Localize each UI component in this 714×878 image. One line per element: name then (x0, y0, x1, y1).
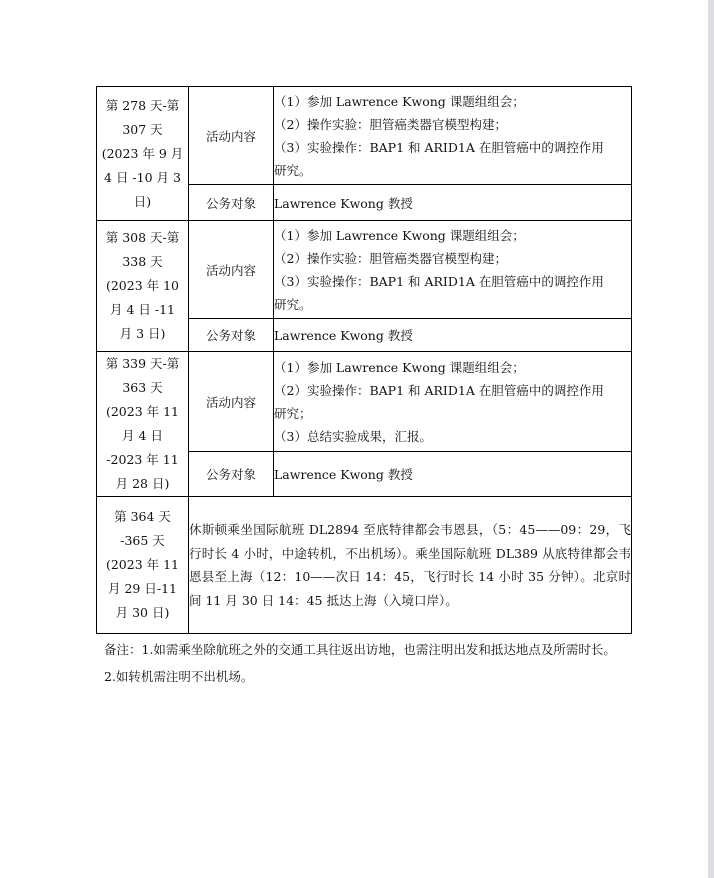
activity-content: （1）参加 Lawrence Kwong 课题组组会； （2）实验操作：BAP1 和 ARID1A 在胆管癌中的调控作用 研究； （3）总结实验成果，汇报。 (274, 352, 632, 452)
period-cell: 第 308 天-第 338 天 (2023 年 10 月 4 日 -11 月 3 日) (97, 221, 189, 352)
target-label: 公务对象 (189, 185, 274, 221)
table-row (97, 87, 632, 185)
period-cell: 第 364 天 -365 天 (2023 年 11 月 29 日-11 月 30 日) (97, 497, 189, 634)
activity-content: （1）参加 Lawrence Kwong 课题组组会； （2）操作实验：胆管癌类器官模型构建； （3）实验操作：BAP1 和 ARID1A 在胆管癌中的调控作用 研究。 (274, 221, 632, 319)
schedule-table (96, 86, 632, 634)
table-row (97, 352, 632, 452)
target-label: 公务对象 (189, 452, 274, 497)
period-cell: 第 339 天-第 363 天 (2023 年 11 月 4 日 -2023 年 11 月 28 日) (97, 352, 189, 497)
target-value: Lawrence Kwong 教授 (274, 452, 632, 497)
activity-label: 活动内容 (189, 221, 274, 319)
target-value: Lawrence Kwong 教授 (274, 319, 632, 352)
period-cell: 第 278 天-第 307 天 (2023 年 9 月 4 日 -10 月 3 日) (97, 87, 189, 221)
travel-description: 休斯顿乘坐国际航班 DL2894 至底特律都会韦恩县，（5：45——09：29，飞行时长 4 小时，中途转机，不出机场）。乘坐国际航班 DL389 从底特律都会韦恩县至上海（12：10——次日 14：45，飞行时长 14 小时 35 分钟）。北京时间 11 月 30 日 14：45 抵达上海（入境口岸）。 (189, 497, 632, 634)
target-label: 公务对象 (189, 319, 274, 352)
table-row (97, 221, 632, 319)
footnote: 备注：1.如需乘坐除航班之外的交通工具往返出访地，也需注明出发和抵达地点及所需时长。 2.如转机需注明不出机场。 (104, 642, 616, 684)
activity-label: 活动内容 (189, 87, 274, 185)
activity-content: （1）参加 Lawrence Kwong 课题组组会； （2）操作实验：胆管癌类器官模型构建； （3）实验操作：BAP1 和 ARID1A 在胆管癌中的调控作用 研究。 (274, 87, 632, 185)
scroll-edge (708, 0, 714, 878)
activity-label: 活动内容 (189, 352, 274, 452)
target-value: Lawrence Kwong 教授 (274, 185, 632, 221)
table-row (97, 497, 632, 634)
